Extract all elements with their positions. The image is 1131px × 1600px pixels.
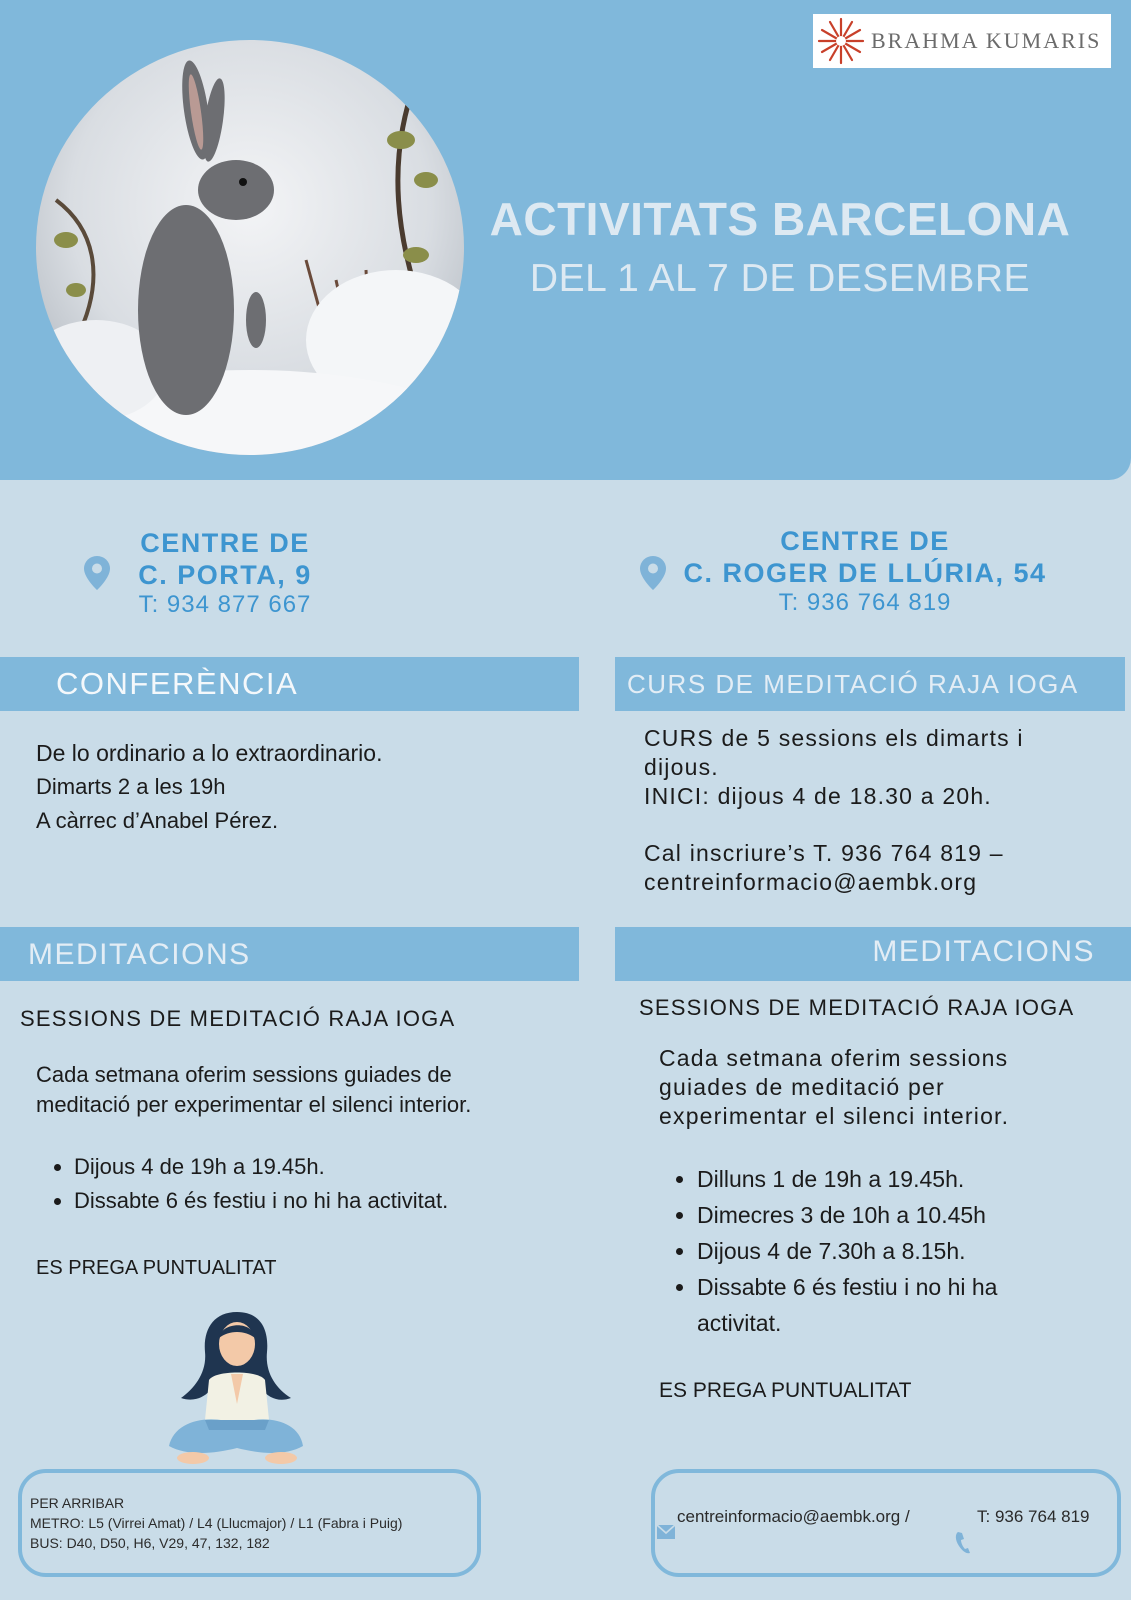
sessions-list xyxy=(36,1150,556,1218)
meditations-bar-label: MEDITACIONS xyxy=(872,935,1095,968)
conference-details xyxy=(36,736,556,838)
logo xyxy=(813,14,1111,68)
rabbit-in-snow-photo xyxy=(36,40,464,455)
contact-phone[interactable]: T: 936 764 819 xyxy=(977,1507,1090,1526)
list-item: • Dijous 4 de 7.30h a 8.15h. xyxy=(697,1233,1079,1269)
conference-bar-label: CONFERÈNCIA xyxy=(56,666,299,701)
page-subtitle: DEL 1 AL 7 DE DESEMBRE xyxy=(529,257,1031,300)
course-details xyxy=(644,724,1094,897)
sunburst-logo-icon xyxy=(817,17,865,65)
phone-icon xyxy=(955,1531,971,1560)
directions-bus: BUS: D40, D50, H6, V29, 47, 132, 182 xyxy=(30,1535,270,1551)
centre-porta xyxy=(120,527,330,619)
course-bar xyxy=(615,657,1125,711)
contact-box xyxy=(651,1469,1121,1577)
conference-date: Dimarts 2 a les 19h xyxy=(36,774,226,799)
punctuality-note: ES PREGA PUNTUALITAT xyxy=(659,1379,912,1402)
contact-email[interactable]: centreinformacio@aembk.org / xyxy=(677,1507,910,1526)
sessions-heading: SESSIONS DE MEDITACIÓ RAJA IOGA xyxy=(639,995,1075,1020)
centre-phone: T: 934 877 667 xyxy=(138,591,312,618)
sessions-intro: Cada setmana oferim sessions guiades de meditació per experimentar el silenci interior. xyxy=(36,1062,472,1117)
course-bar-label: CURS DE MEDITACIÓ RAJA IOGA xyxy=(627,669,1079,699)
centre-roger-de-lluria xyxy=(670,525,1060,617)
course-start: INICI: dijous 4 de 18.30 a 20h. xyxy=(644,783,992,809)
envelope-icon xyxy=(657,1525,675,1544)
course-description: CURS de 5 sessions els dimarts i dijous. xyxy=(644,725,1024,780)
map-pin-icon xyxy=(640,556,666,595)
conference-speaker: A càrrec d’Anabel Pérez. xyxy=(36,808,279,833)
sessions-list xyxy=(659,1161,1079,1341)
punctuality-note: ES PREGA PUNTUALITAT xyxy=(36,1257,277,1279)
logo-text: BRAHMA KUMARIS xyxy=(871,28,1102,53)
centre-address: C. PORTA, 9 xyxy=(138,560,312,590)
meditating-woman-illustration xyxy=(165,1308,305,1475)
course-registration: Cal inscriure’s T. 936 764 819 – centreinformacio@aembk.org xyxy=(644,840,1004,895)
list-item: • Dilluns 1 de 19h a 19.45h. xyxy=(697,1161,1079,1197)
conference-bar xyxy=(0,657,579,711)
centre-address: C. ROGER DE LLÚRIA, 54 xyxy=(683,558,1047,588)
list-item: • Dissabte 6 és festiu i no hi ha activitat. xyxy=(74,1184,556,1218)
sessions-intro: Cada setmana oferim sessions guiades de meditació per experimentar el silenci interior. xyxy=(659,1045,1010,1129)
meditations-bar-left xyxy=(0,927,579,981)
conference-title: De lo ordinario a lo extraordinario. xyxy=(36,740,383,766)
meditations-bar-right xyxy=(615,927,1131,981)
centre-label: CENTRE DE xyxy=(140,528,310,558)
meditations-bar-label: MEDITACIONS xyxy=(28,938,251,971)
map-pin-icon xyxy=(84,556,110,595)
centre-phone: T: 936 764 819 xyxy=(778,589,952,616)
list-item: • Dijous 4 de 19h a 19.45h. xyxy=(74,1150,556,1184)
directions-metro: METRO: L5 (Virrei Amat) / L4 (Llucmajor) / L1 (Fabra i Puig) xyxy=(30,1515,403,1531)
list-item: • Dissabte 6 és festiu i no hi ha activitat. xyxy=(697,1269,1079,1341)
page-title: ACTIVITATS BARCELONA xyxy=(489,193,1071,245)
sessions-heading: SESSIONS DE MEDITACIÓ RAJA IOGA xyxy=(20,1006,456,1031)
centre-label: CENTRE DE xyxy=(780,526,950,556)
directions-box xyxy=(18,1469,481,1577)
list-item: • Dimecres 3 de 10h a 10.45h xyxy=(697,1197,1079,1233)
directions-title: PER ARRIBAR xyxy=(30,1495,125,1511)
